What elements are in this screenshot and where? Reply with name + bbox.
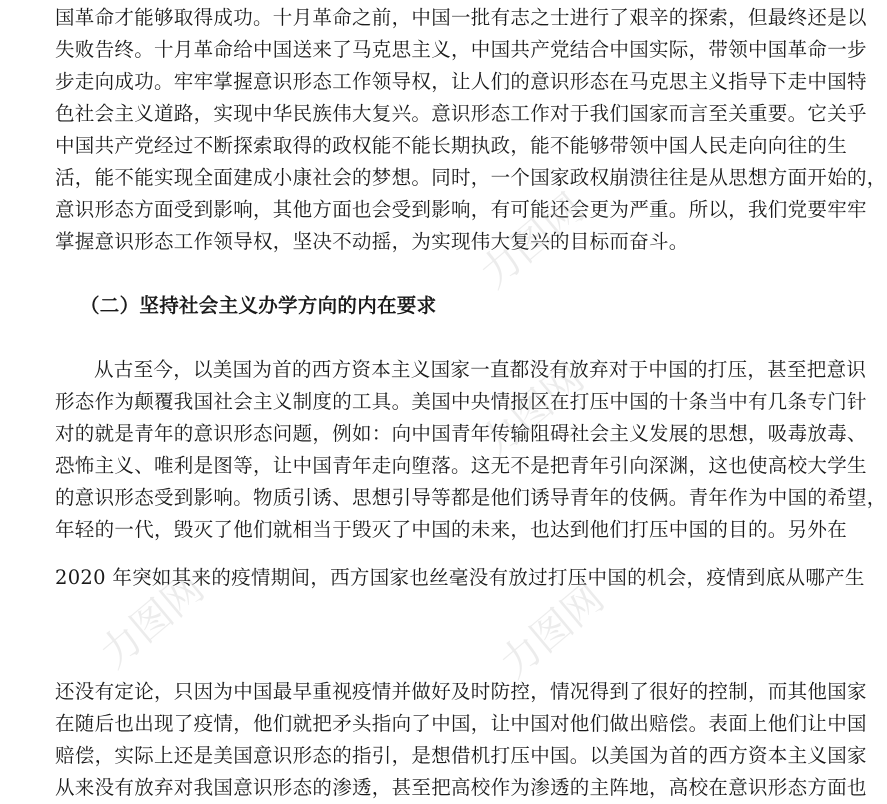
- text-line: 中国共产党经过不断探索取得的政权能不能长期执政，能不能够带领中国人民走向向往的生: [55, 134, 848, 157]
- text-line: 的意识形态受到影响。物质引诱、思想引导等都是他们诱导青年的伎俩。青年作为中国的希望，: [55, 486, 887, 509]
- text-line: 失败告终。十月革命给中国送来了马克思主义，中国共产党结合中国实际，带领中国革命一步: [55, 38, 867, 61]
- text-line: 2020 年突如其来的疫情期间，西方国家也丝毫没有放过打压中国的机会，疫情到底从哪产生: [55, 566, 865, 589]
- section-heading: （二）坚持社会主义办学方向的内在要求: [80, 294, 437, 317]
- text-line: 年轻的一代，毁灭了他们就相当于毁灭了中国的未来，也达到他们打压中国的目的。另外在: [55, 518, 848, 541]
- text-line: 恐怖主义、唯利是图等，让中国青年走向堕落。这无不是把青年引向深渊，这也使高校大学生: [55, 454, 867, 477]
- text-line: 意识形态方面受到影响，其他方面也会受到影响，有可能还会更为严重。所以，我们党要牢牢: [55, 198, 867, 221]
- text-line: 从古至今，以美国为首的西方资本主义国家一直都没有放弃对于中国的打压，甚至把意识: [94, 358, 867, 381]
- text-line: 国革命才能够取得成功。十月革命之前，中国一批有志之士进行了艰辛的探索，但最终还是以: [55, 6, 867, 29]
- text-line: 掌握意识形态工作领导权，坚决不动摇，为实现伟大复兴的目标而奋斗。: [55, 230, 689, 253]
- watermark-logo: 力图网: [91, 564, 213, 678]
- text-line: 从来没有放弃对我国意识形态的渗透，甚至把高校作为渗透的主阵地，高校在意识形态方面也: [55, 776, 867, 799]
- watermark-logo: 力图网: [471, 354, 593, 468]
- text-line: 活，能不能实现全面建成小康社会的梦想。同时，一个国家政权崩溃往往是从思想方面开始的，: [55, 166, 887, 189]
- text-line: 还没有定论，只因为中国最早重视疫情并做好及时防控，情况得到了很好的控制，而其他国家: [55, 680, 867, 703]
- text-line: 色社会主义道路，实现中华民族伟大复兴。意识形态工作对于我们国家而言至关重要。它关乎: [55, 102, 867, 125]
- text-line: 形态作为颠覆我国社会主义制度的工具。美国中央情报区在打压中国的十条当中有几条专门针: [55, 390, 867, 413]
- text-line: 步走向成功。牢牢掌握意识形态工作领导权，让人们的意识形态在马克思主义指导下走中国特: [55, 70, 867, 93]
- text-line: 对的就是青年的意识形态问题，例如：向中国青年传输阻碍社会主义发展的思想，吸毒放毒、: [55, 422, 867, 445]
- watermark-logo: 力图网: [471, 184, 593, 298]
- watermark-logo: 力图网: [491, 574, 613, 688]
- text-line: 赔偿，实际上还是美国意识形态的指引，是想借机打压中国。以美国为首的西方资本主义国家: [55, 744, 867, 767]
- text-line: 在随后也出现了疫情，他们就把矛头指向了中国，让中国对他们做出赔偿。表面上他们让中国: [55, 712, 867, 735]
